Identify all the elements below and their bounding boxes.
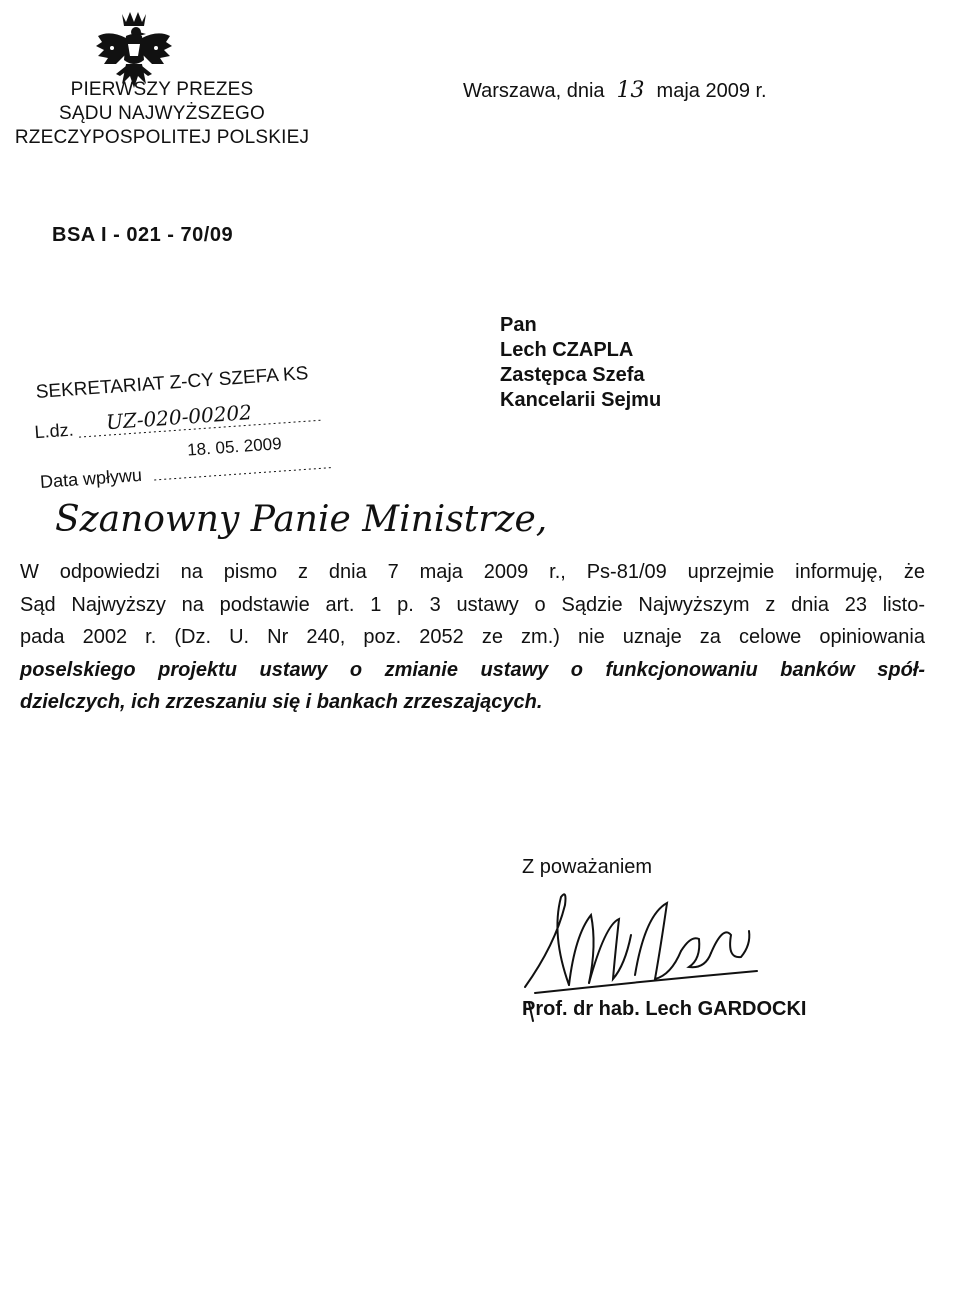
salutation-text: Szanowny Panie Ministrze,: [55, 499, 548, 540]
sender-line-3: RZECZYPOSPOLITEJ POLSKIEJ: [14, 127, 310, 148]
body-line-5: dzielczych, ich zrzeszaniu się i bankach zrzeszających.: [20, 691, 543, 713]
handwritten-day: 13: [616, 78, 645, 103]
place-prefix: Warszawa, dnia: [463, 80, 605, 102]
body-line-4: poselskiego projektu ustawy o zmianie ustawy o funkcjonowaniu banków spół-: [20, 658, 925, 681]
stamp-ldz-label: L.dz.: [33, 419, 75, 443]
stamp-received-label: Data wpływu: [39, 464, 143, 492]
reference-number: BSA I - 021 - 70/09: [52, 224, 234, 246]
handwritten-salutation: [55, 485, 655, 555]
body-line-3: pada 2002 r. (Dz. U. Nr 240, poz. 2052 ze zm.) nie uznaje za celowe opiniowania: [20, 626, 925, 648]
place-date: [463, 78, 767, 104]
sender-line-2: SĄDU NAJWYŻSZEGO: [59, 103, 265, 124]
stamp-date: 18. 05. 2009: [186, 434, 283, 460]
addressee-line-4: Kancelarii Sejmu: [500, 389, 662, 411]
addressee-block: [500, 313, 661, 413]
stamp-line-1: SEKRETARIAT Z-CY SZEFA KS: [35, 363, 310, 404]
registry-stamp: [30, 343, 360, 493]
signer-name: Prof. dr hab. Lech GARDOCKI: [522, 998, 807, 1020]
sender-header: [2, 78, 322, 150]
addressee-line-3: Zastępca Szefa: [500, 364, 645, 386]
addressee-line-2: Lech CZAPLA: [500, 339, 634, 361]
letter-body: [20, 556, 925, 719]
body-line-2: Sąd Najwyższy na podstawie art. 1 p. 3 ustawy o Sądzie Najwyższym z dnia 23 listo-: [20, 593, 925, 616]
body-line-1: W odpowiedzi na pismo z dnia 7 maja 2009 r., Ps-81/09 uprzejmie informuję, że: [20, 561, 925, 583]
addressee-line-1: Pan: [500, 314, 537, 336]
sender-line-1: PIERWSZY PREZES: [70, 79, 254, 100]
place-suffix: maja 2009 r.: [656, 80, 767, 102]
closing-greeting: Z poważaniem: [522, 856, 653, 878]
stamp-ldz-value: UZ-020-00202: [105, 400, 253, 435]
